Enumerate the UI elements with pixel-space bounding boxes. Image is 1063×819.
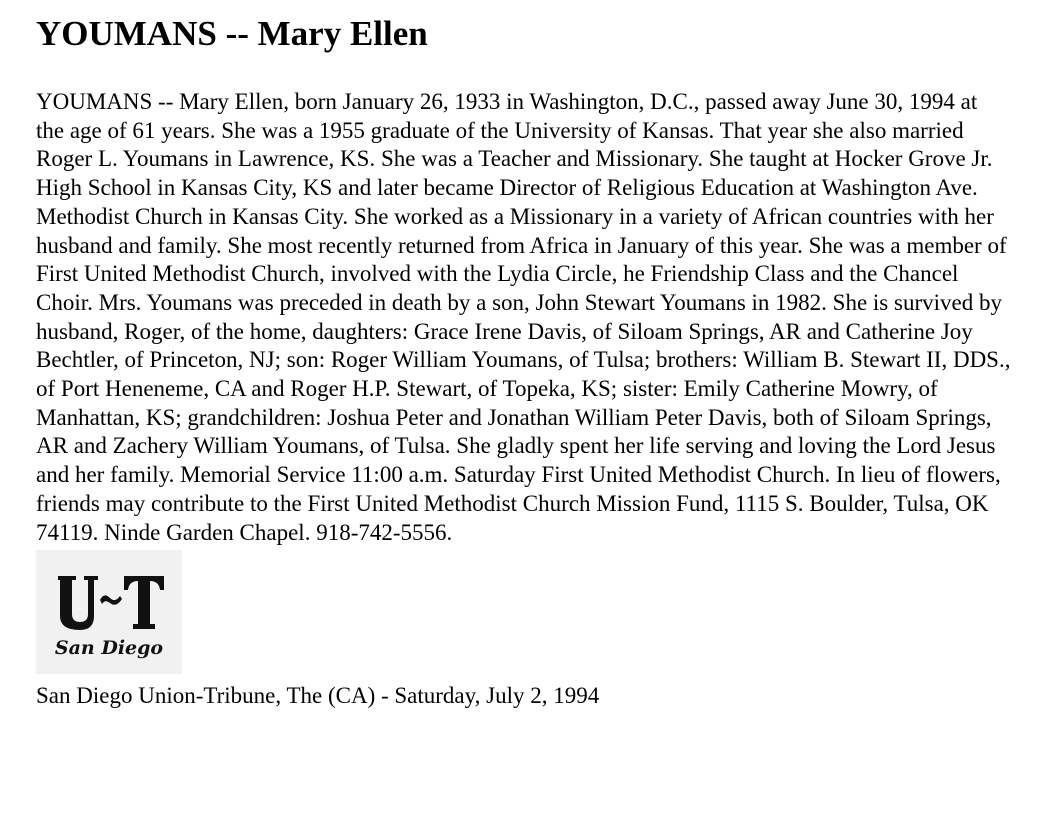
logo-sub-text: San Diego [54,637,164,660]
ut-san-diego-logo-icon [36,550,182,674]
obituary-text: YOUMANS -- Mary Ellen, born January 26, 1933 in Washington, D.C., passed away June 30, 1994 at the age of 61 years. She was a 1955 graduate of the University of Kansas. That year she also married Roger L. Youmans in Lawrence, KS. She was a Teacher and Missionary. She taught at Hocker Grove Jr. High School in Kansas City, KS and later became Director of Religious Education at Washington Ave. Methodist Church in Kansas City. She worked as a Missionary in a variety of African countries with her husband and family. She most recently returned from Africa in January of this year. She was a member of First United Methodist Church, involved with the Lydia Circle, he Friendship Class and the Chancel Choir. Mrs. Youmans was preceded in death by a son, John Stewart Youmans in 1982. She is survived by husband, Roger, of the home, daughters: Grace Irene Davis, of Siloam Springs, AR and Catherine Joy Bechtler, of Princeton, NJ; son: Roger William Youmans, of Tulsa; brothers: William B. Stewart II, DDS., of Port Heneneme, CA and Roger H.P. Stewart, of Topeka, KS; sister: Emily Catherine Mowry, of Manhattan, KS; grandchildren: Joshua Peter and Jonathan William Peter Davis, both of Siloam Springs, AR and Zachery William Youmans, of Tulsa. She gladly spent her life serving and loving the Lord Jesus and her family. Memorial Service 11:00 a.m. Saturday First United Methodist Church. In lieu of flowers, friends may contribute to the First United Methodist Church Mission Fund, 1115 S. Boulder, Tulsa, OK 74119. Ninde Garden Chapel. 918-742-5556. [36,89,1011,545]
source-citation: San Diego Union-Tribune, The (CA) - Saturday, July 2, 1994 [36,683,600,709]
page-title: YOUMANS -- Mary Ellen [36,14,428,53]
obituary-page [36,12,1011,710]
